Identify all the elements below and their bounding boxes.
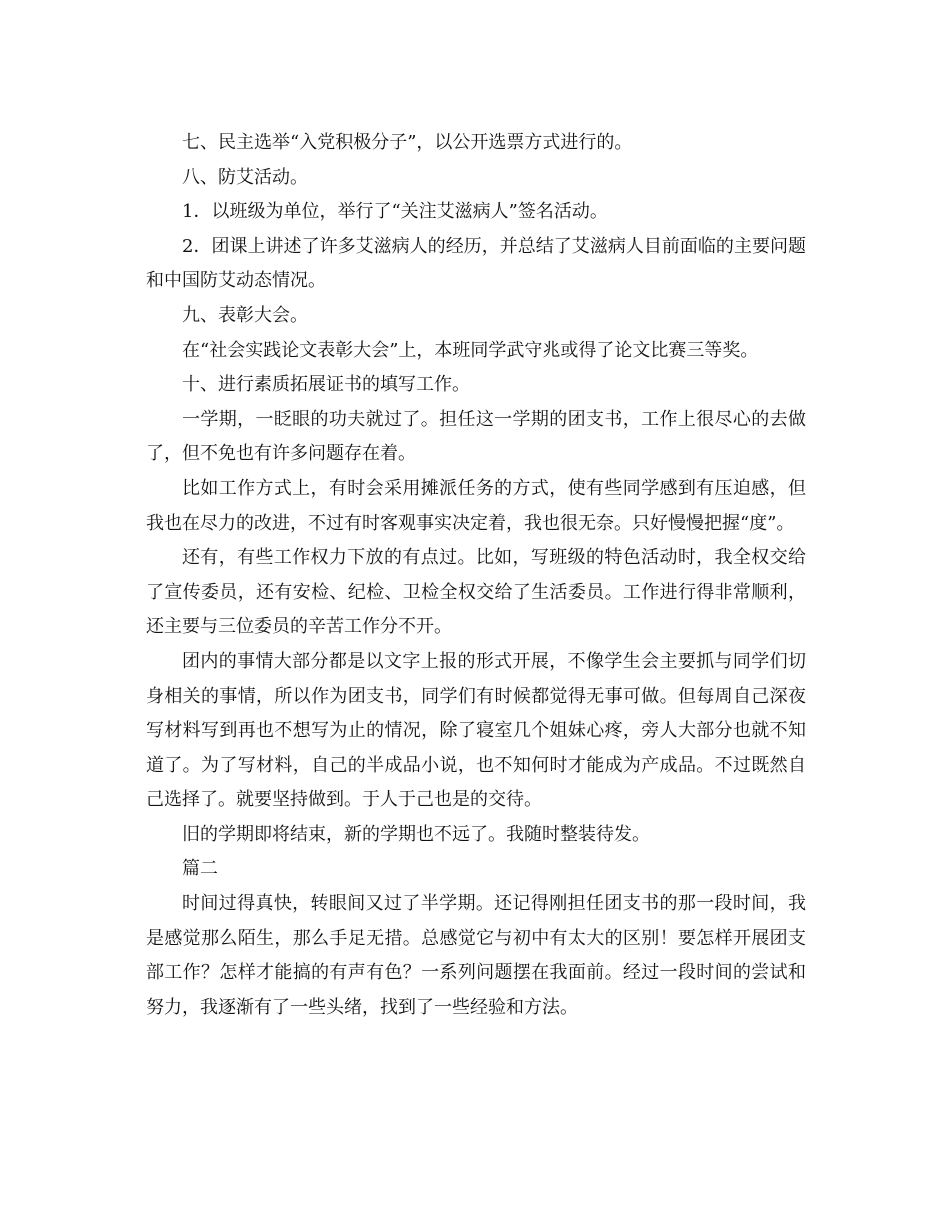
document-body: [146, 126, 806, 1025]
paragraph: 1．以班级为单位，举行了“关注艾滋病人”签名活动。: [182, 201, 608, 223]
paragraph: 还有，有些工作权力下放的有点过。比如，写班级的特色活动时，我全权交给了宣传委员，还有安检、纪检、卫检全权交给了生活委员。工作进行得非常顺利，还主要与三位委员的辛苦工作分不开。: [146, 547, 806, 638]
paragraph: 在“社会实践论文表彰大会”上，本班同学武守兆或得了论文比赛三等奖。: [182, 339, 759, 361]
paragraph: 团内的事情大部分都是以文字上报的形式开展，不像学生会主要抓与同学们切身相关的事情，所以作为团支书，同学们有时候都觉得无事可做。但每周自己深夜写材料写到再也不想写为止的情况，除了寝室几个姐妹心疼，旁人大部分也就不知道了。为了写材料，自己的半成品小说，也不知何时才能成为产成品。不过既然自己选择了。就要坚持做到。于人于己也是的交待。: [146, 650, 806, 811]
paragraph: 八、防艾活动。: [182, 166, 308, 188]
paragraph: 一学期，一眨眼的功夫就过了。担任这一学期的团支书，工作上很尽心的去做了，但不免也有许多问题存在着。: [146, 408, 806, 465]
paragraph: 十、进行素质拓展证书的填写工作。: [182, 374, 470, 396]
paragraph: 2．团课上讲述了许多艾滋病人的经历，并总结了艾滋病人目前面临的主要问题和中国防艾动态情况。: [146, 235, 806, 292]
paragraph: 时间过得真快，转眼间又过了半学期。还记得刚担任团支书的那一段时间，我是感觉那么陌生，那么手足无措。总感觉它与初中有太大的区别！要怎样开展团支部工作？怎样才能搞的有声有色？一系列问题摆在我面前。经过一段时间的尝试和努力，我逐渐有了一些头绪，找到了一些经验和方法。: [146, 893, 806, 1018]
paragraph: 九、表彰大会。: [182, 304, 308, 326]
paragraph: 旧的学期即将结束，新的学期也不远了。我随时整装待发。: [182, 823, 650, 845]
paragraph: 比如工作方式上，有时会采用摊派任务的方式，使有些同学感到有压迫感，但我也在尽力的改进，不过有时客观事实决定着，我也很无奈。只好慢慢把握“度”。: [146, 477, 806, 534]
paragraph: 七、民主选举“入党积极分子”，以公开选票方式进行的。: [182, 132, 633, 153]
section-heading: 篇二: [182, 858, 218, 880]
